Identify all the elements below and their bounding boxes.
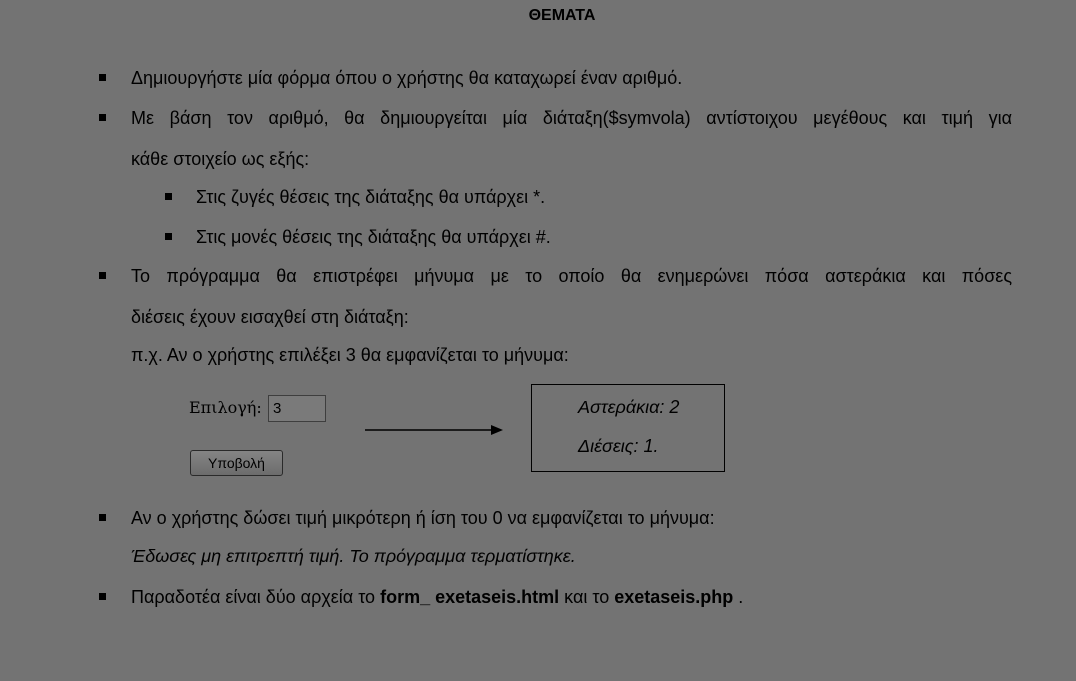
bullet-icon xyxy=(99,593,106,600)
example-number-input[interactable] xyxy=(268,395,326,422)
bullet-4-text: Αν ο χρήστης δώσει τιμή μικρότερη ή ίση του 0 να εμφανίζεται το μήνυμα: xyxy=(131,508,715,528)
submit-button[interactable]: Υποβολή xyxy=(190,450,283,476)
bullet-3-text-line2: διέσεις έχουν εισαχθεί στη διάταξη: xyxy=(131,307,409,327)
bullet-3-example: π.χ. Αν ο χρήστης επιλέξει 3 θα εμφανίζεται το μήνυμα: xyxy=(131,345,569,365)
bullet-icon xyxy=(99,514,106,521)
page-title: ΘΕΜΑΤΑ xyxy=(528,7,596,24)
bullet-2-text-line1: Με βάση τον αριθμό, θα δημιουργείται μία διάταξη($symvola) αντίστοιχου μεγέθους και τιμή για xyxy=(131,108,1012,128)
deliverable-file-2: exetaseis.php xyxy=(614,587,734,607)
bullet-icon xyxy=(99,114,106,121)
result-message-box xyxy=(531,384,725,472)
result-hashes: Διέσεις: 1. xyxy=(578,436,659,456)
bullet-2-text-line2: κάθε στοιχείο ως εξής: xyxy=(131,149,310,169)
sub-bullet-1-text: Στις ζυγές θέσεις της διάταξης θα υπάρχει *. xyxy=(196,187,546,207)
bullet-1-text: Δημιουργήστε μία φόρμα όπου ο χρήστης θα καταχωρεί έναν αριθμό. xyxy=(131,68,683,88)
bullet-4-message: Έδωσες μη επιτρεπτή τιμή. Το πρόγραμμα τερματίστηκε. xyxy=(131,546,576,566)
bullet-5-prefix: Παραδοτέα είναι δύο αρχεία το xyxy=(131,587,381,607)
example-form-label: Επιλογή: xyxy=(189,398,262,417)
deliverable-file-1: form_ exetaseis.html xyxy=(380,587,560,607)
bullet-3-text-line1: Το πρόγραμμα θα επιστρέφει μήνυμα με το οποίο θα ενημερώνει πόσα αστεράκια και πόσες xyxy=(131,266,1012,286)
sub-bullet-icon xyxy=(165,233,172,240)
result-asterisks: Αστεράκια: 2 xyxy=(578,397,680,417)
bullet-icon xyxy=(99,74,106,81)
bullet-5-middle: και το xyxy=(559,587,615,607)
bullet-5-text xyxy=(131,586,743,608)
sub-bullet-icon xyxy=(165,193,172,200)
arrow-right-icon xyxy=(365,424,505,436)
bullet-5-suffix: . xyxy=(733,587,744,607)
bullet-icon xyxy=(99,272,106,279)
sub-bullet-2-text: Στις μονές θέσεις της διάταξης θα υπάρχει #. xyxy=(196,227,551,247)
